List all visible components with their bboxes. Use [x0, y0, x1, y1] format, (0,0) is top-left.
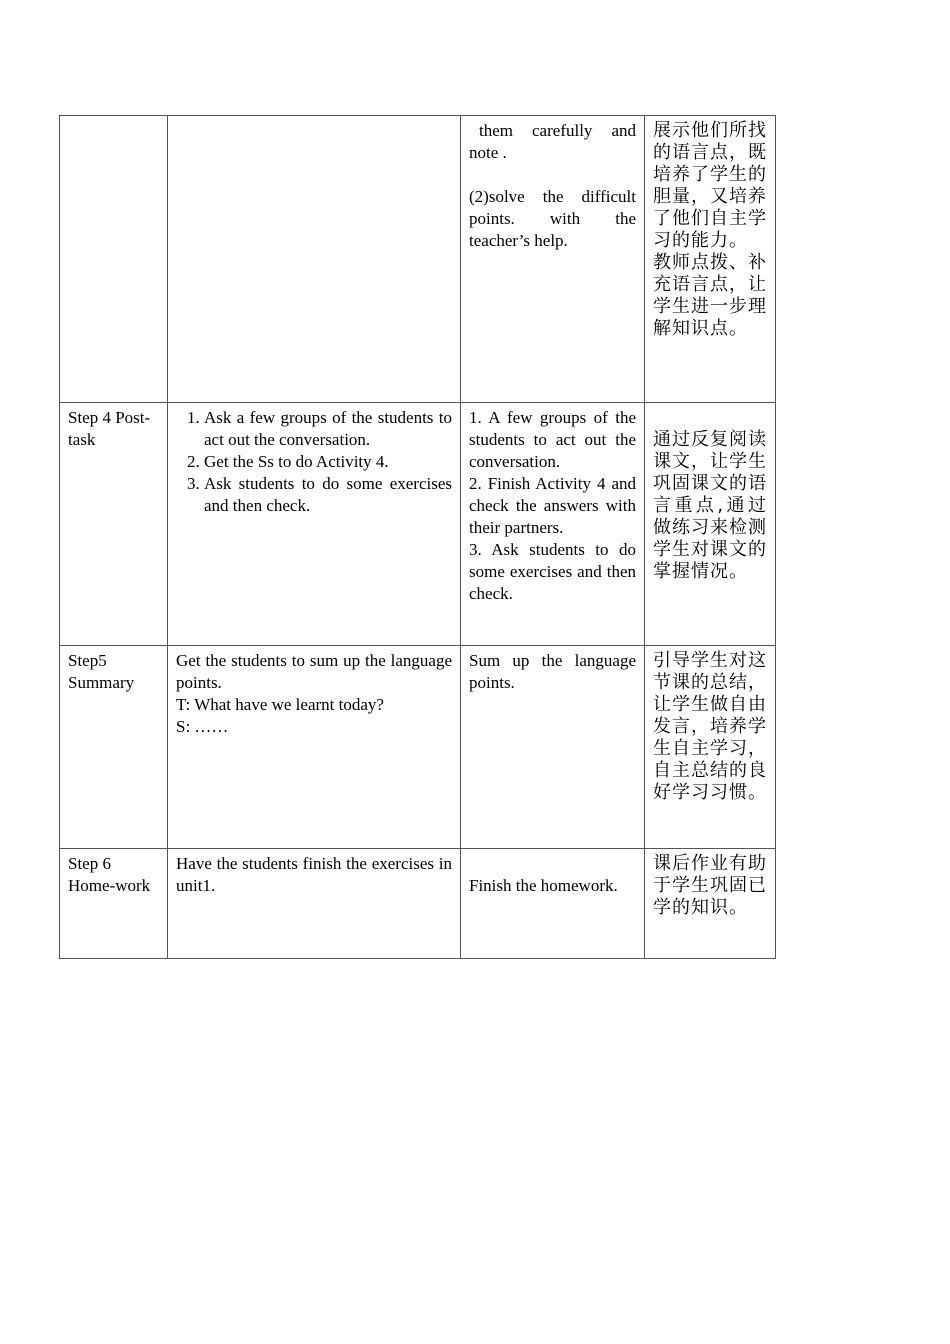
student-activity-text: them carefully and note . [469, 121, 636, 162]
purpose-text: 展示他们所找的语言点，既培养了学生的胆量，又培养了他们自主学习的能力。 [653, 120, 767, 251]
teacher-activity-text: T: What have we learnt today? [176, 695, 384, 714]
student-activity-text: Finish the homework. [469, 876, 618, 895]
table-row [60, 403, 776, 646]
purpose-cell [645, 116, 776, 403]
purpose-cell [645, 403, 776, 646]
teacher-activity-list [176, 407, 452, 517]
step-cell [60, 403, 168, 646]
student-activity-text: (2)solve the difficult points. with the teacher’s help. [469, 187, 636, 250]
step-cell [60, 646, 168, 849]
student-activity-cell [461, 849, 645, 959]
teacher-activity-cell [168, 403, 461, 646]
lesson-plan-table [59, 115, 776, 959]
purpose-cell [645, 849, 776, 959]
teacher-activity-text: Have the students finish the exercises in unit1. [176, 854, 452, 895]
table-row [60, 116, 776, 403]
student-activity-text: 1. A few groups of the students to act out the conversation. [469, 408, 636, 471]
teacher-activity-text: Get the students to sum up the language points. [176, 651, 452, 692]
student-activity-cell [461, 403, 645, 646]
student-activity-text: 3. Ask students to do some exercises and then check. [469, 540, 636, 603]
list-item: 2. Get the Ss to do Activity 4. [204, 451, 452, 473]
teacher-activity-text: S: …… [176, 717, 229, 736]
student-activity-text: Sum up the language points. [469, 651, 636, 692]
teacher-activity-cell [168, 116, 461, 403]
table-row [60, 646, 776, 849]
student-activity-text: 2. Finish Activity 4 and check the answers with their partners. [469, 474, 636, 537]
teacher-activity-cell [168, 849, 461, 959]
teacher-activity-cell [168, 646, 461, 849]
step-label: Step 6 Home-work [68, 854, 151, 895]
purpose-text: 课后作业有助于学生巩固已学的知识。 [653, 853, 767, 918]
purpose-text: 通过反复阅读课文，让学生巩固课文的语言重点,通过做练习来检测学生对课文的掌握情况。 [653, 429, 767, 582]
list-item: 1. Ask a few groups of the students to act out the conversation. [204, 407, 452, 451]
step-cell [60, 116, 168, 403]
purpose-text: 引导学生对这节课的总结，让学生做自由发言，培养学生自主学习，自主总结的良好学习习惯。 [653, 650, 767, 803]
table-row [60, 849, 776, 959]
step-label: Step 4 Post-task [68, 408, 151, 449]
student-activity-cell [461, 116, 645, 403]
purpose-cell [645, 646, 776, 849]
step-cell [60, 849, 168, 959]
list-item: 3. Ask students to do some exercises and then check. [204, 473, 452, 517]
student-activity-cell [461, 646, 645, 849]
step-label: Step5 Summary [68, 651, 135, 692]
purpose-text: 教师点拨、补充语言点，让学生进一步理解知识点。 [653, 252, 767, 339]
